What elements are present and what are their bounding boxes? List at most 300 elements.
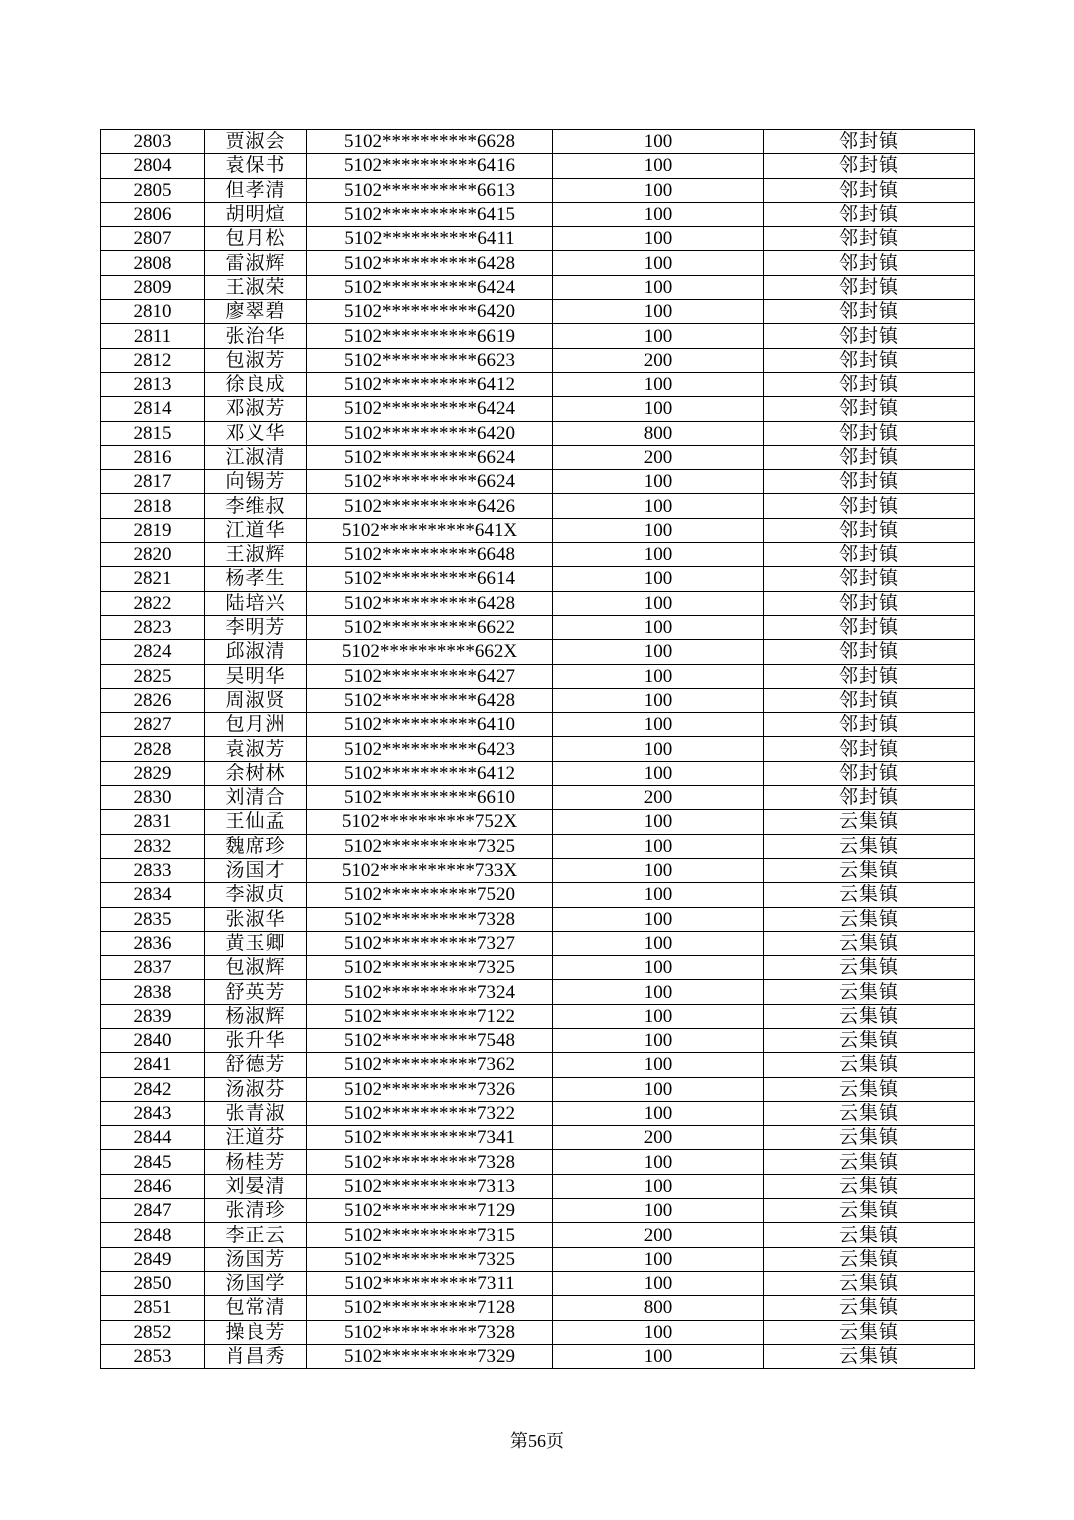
table-row: [101, 1101, 975, 1125]
amount-cell: 100: [553, 227, 764, 251]
id-number-cell: 5102**********6428: [307, 688, 553, 712]
serial-number-cell: 2833: [101, 858, 205, 882]
town-cell: 邻封镇: [764, 713, 975, 737]
name-cell: 王淑荣: [205, 275, 307, 299]
id-number-cell: 5102**********752X: [307, 810, 553, 834]
name-cell: 徐良成: [205, 372, 307, 396]
name-cell: 汤国学: [205, 1271, 307, 1295]
id-number-cell: 5102**********7328: [307, 907, 553, 931]
id-number-cell: 5102**********7520: [307, 883, 553, 907]
table-row: [101, 737, 975, 761]
serial-number-cell: 2832: [101, 834, 205, 858]
name-cell: 舒德芳: [205, 1053, 307, 1077]
amount-cell: 100: [553, 202, 764, 226]
name-cell: 汤淑芬: [205, 1077, 307, 1101]
town-cell: 云集镇: [764, 1271, 975, 1295]
name-cell: 邓义华: [205, 421, 307, 445]
town-cell: 邻封镇: [764, 591, 975, 615]
id-number-cell: 5102**********7315: [307, 1223, 553, 1247]
table-row: [101, 300, 975, 324]
name-cell: 胡明煊: [205, 202, 307, 226]
amount-cell: 100: [553, 275, 764, 299]
town-cell: 邻封镇: [764, 324, 975, 348]
amount-cell: 100: [553, 567, 764, 591]
town-cell: 邻封镇: [764, 518, 975, 542]
name-cell: 邱淑清: [205, 640, 307, 664]
town-cell: 云集镇: [764, 1126, 975, 1150]
id-number-cell: 5102**********6427: [307, 664, 553, 688]
serial-number-cell: 2846: [101, 1174, 205, 1198]
amount-cell: 100: [553, 688, 764, 712]
name-cell: 张清珍: [205, 1199, 307, 1223]
amount-cell: 100: [553, 324, 764, 348]
id-number-cell: 5102**********6411: [307, 227, 553, 251]
amount-cell: 100: [553, 956, 764, 980]
id-number-cell: 5102**********6624: [307, 470, 553, 494]
town-cell: 云集镇: [764, 1320, 975, 1344]
amount-cell: 100: [553, 640, 764, 664]
serial-number-cell: 2822: [101, 591, 205, 615]
table-row: [101, 786, 975, 810]
table-row: [101, 761, 975, 785]
serial-number-cell: 2839: [101, 1004, 205, 1028]
amount-cell: 100: [553, 1101, 764, 1125]
id-number-cell: 5102**********6628: [307, 130, 553, 154]
id-number-cell: 5102**********6423: [307, 737, 553, 761]
id-number-cell: 5102**********6424: [307, 275, 553, 299]
town-cell: 云集镇: [764, 1077, 975, 1101]
table-row: [101, 1126, 975, 1150]
serial-number-cell: 2848: [101, 1223, 205, 1247]
amount-cell: 100: [553, 664, 764, 688]
amount-cell: 100: [553, 1271, 764, 1295]
name-cell: 李淑贞: [205, 883, 307, 907]
town-cell: 邻封镇: [764, 251, 975, 275]
town-cell: 邻封镇: [764, 421, 975, 445]
id-number-cell: 5102**********7122: [307, 1004, 553, 1028]
town-cell: 邻封镇: [764, 275, 975, 299]
town-cell: 邻封镇: [764, 786, 975, 810]
id-number-cell: 5102**********6614: [307, 567, 553, 591]
amount-cell: 100: [553, 1344, 764, 1368]
table-row: [101, 1320, 975, 1344]
town-cell: 邻封镇: [764, 640, 975, 664]
town-cell: 云集镇: [764, 1199, 975, 1223]
id-number-cell: 5102**********6412: [307, 761, 553, 785]
name-cell: 向锡芳: [205, 470, 307, 494]
id-number-cell: 5102**********7129: [307, 1199, 553, 1223]
id-number-cell: 5102**********662X: [307, 640, 553, 664]
name-cell: 汪道芬: [205, 1126, 307, 1150]
serial-number-cell: 2834: [101, 883, 205, 907]
id-number-cell: 5102**********641X: [307, 518, 553, 542]
town-cell: 邻封镇: [764, 494, 975, 518]
serial-number-cell: 2826: [101, 688, 205, 712]
amount-cell: 200: [553, 445, 764, 469]
town-cell: 邻封镇: [764, 664, 975, 688]
id-number-cell: 5102**********7362: [307, 1053, 553, 1077]
name-cell: 汤国芳: [205, 1247, 307, 1271]
amount-cell: 100: [553, 1174, 764, 1198]
id-number-cell: 5102**********6624: [307, 445, 553, 469]
serial-number-cell: 2821: [101, 567, 205, 591]
town-cell: 邻封镇: [764, 130, 975, 154]
town-cell: 云集镇: [764, 883, 975, 907]
table-row: [101, 154, 975, 178]
town-cell: 邻封镇: [764, 543, 975, 567]
town-cell: 云集镇: [764, 834, 975, 858]
amount-cell: 100: [553, 494, 764, 518]
town-cell: 云集镇: [764, 1101, 975, 1125]
table-row: [101, 1344, 975, 1368]
id-number-cell: 5102**********6428: [307, 251, 553, 275]
id-number-cell: 5102**********6622: [307, 615, 553, 639]
table-row: [101, 1053, 975, 1077]
amount-cell: 100: [553, 1247, 764, 1271]
name-cell: 刘晏清: [205, 1174, 307, 1198]
serial-number-cell: 2810: [101, 300, 205, 324]
serial-number-cell: 2805: [101, 178, 205, 202]
town-cell: 邻封镇: [764, 202, 975, 226]
table-row: [101, 178, 975, 202]
town-cell: 邻封镇: [764, 688, 975, 712]
name-cell: 黄玉卿: [205, 931, 307, 955]
table-row: [101, 567, 975, 591]
serial-number-cell: 2804: [101, 154, 205, 178]
name-cell: 余树林: [205, 761, 307, 785]
serial-number-cell: 2837: [101, 956, 205, 980]
table-row: [101, 348, 975, 372]
id-number-cell: 5102**********6610: [307, 786, 553, 810]
table-row: [101, 907, 975, 931]
name-cell: 李正云: [205, 1223, 307, 1247]
amount-cell: 100: [553, 810, 764, 834]
id-number-cell: 5102**********7324: [307, 980, 553, 1004]
table-row: [101, 372, 975, 396]
id-number-cell: 5102**********7325: [307, 956, 553, 980]
subsidy-table: [100, 129, 975, 1369]
amount-cell: 800: [553, 1296, 764, 1320]
serial-number-cell: 2836: [101, 931, 205, 955]
amount-cell: 100: [553, 931, 764, 955]
name-cell: 陆培兴: [205, 591, 307, 615]
serial-number-cell: 2808: [101, 251, 205, 275]
name-cell: 杨淑辉: [205, 1004, 307, 1028]
id-number-cell: 5102**********7341: [307, 1126, 553, 1150]
name-cell: 邓淑芳: [205, 397, 307, 421]
amount-cell: 100: [553, 154, 764, 178]
serial-number-cell: 2815: [101, 421, 205, 445]
table-row: [101, 518, 975, 542]
table-row: [101, 324, 975, 348]
serial-number-cell: 2809: [101, 275, 205, 299]
id-number-cell: 5102**********7328: [307, 1150, 553, 1174]
town-cell: 邻封镇: [764, 567, 975, 591]
table-row: [101, 858, 975, 882]
table-row: [101, 494, 975, 518]
table-row: [101, 688, 975, 712]
town-cell: 邻封镇: [764, 470, 975, 494]
name-cell: 雷淑辉: [205, 251, 307, 275]
town-cell: 云集镇: [764, 956, 975, 980]
amount-cell: 100: [553, 713, 764, 737]
id-number-cell: 5102**********7548: [307, 1028, 553, 1052]
town-cell: 邻封镇: [764, 761, 975, 785]
table-row: [101, 445, 975, 469]
town-cell: 邻封镇: [764, 300, 975, 324]
name-cell: 包月松: [205, 227, 307, 251]
town-cell: 云集镇: [764, 931, 975, 955]
amount-cell: 100: [553, 883, 764, 907]
amount-cell: 100: [553, 858, 764, 882]
amount-cell: 100: [553, 907, 764, 931]
table-row: [101, 1004, 975, 1028]
amount-cell: 100: [553, 372, 764, 396]
town-cell: 云集镇: [764, 980, 975, 1004]
table-row: [101, 883, 975, 907]
id-number-cell: 5102**********7313: [307, 1174, 553, 1198]
serial-number-cell: 2828: [101, 737, 205, 761]
id-number-cell: 5102**********7325: [307, 1247, 553, 1271]
amount-cell: 200: [553, 1223, 764, 1247]
id-number-cell: 5102**********6416: [307, 154, 553, 178]
name-cell: 但孝清: [205, 178, 307, 202]
table-row: [101, 1199, 975, 1223]
table-row: [101, 470, 975, 494]
id-number-cell: 5102**********6415: [307, 202, 553, 226]
serial-number-cell: 2817: [101, 470, 205, 494]
table-body: [101, 130, 975, 1369]
amount-cell: 100: [553, 980, 764, 1004]
id-number-cell: 5102**********7128: [307, 1296, 553, 1320]
name-cell: 刘清合: [205, 786, 307, 810]
subsidy-table-container: [100, 129, 974, 1369]
town-cell: 邻封镇: [764, 227, 975, 251]
table-row: [101, 251, 975, 275]
amount-cell: 100: [553, 130, 764, 154]
amount-cell: 100: [553, 543, 764, 567]
amount-cell: 100: [553, 1077, 764, 1101]
table-row: [101, 543, 975, 567]
name-cell: 周淑贤: [205, 688, 307, 712]
serial-number-cell: 2812: [101, 348, 205, 372]
table-row: [101, 1271, 975, 1295]
table-row: [101, 1077, 975, 1101]
id-number-cell: 5102**********7327: [307, 931, 553, 955]
id-number-cell: 5102**********6613: [307, 178, 553, 202]
id-number-cell: 5102**********6412: [307, 372, 553, 396]
id-number-cell: 5102**********7311: [307, 1271, 553, 1295]
town-cell: 云集镇: [764, 1174, 975, 1198]
table-row: [101, 1174, 975, 1198]
town-cell: 邻封镇: [764, 397, 975, 421]
page-number: 第56页: [510, 1431, 564, 1451]
serial-number-cell: 2825: [101, 664, 205, 688]
town-cell: 云集镇: [764, 1296, 975, 1320]
town-cell: 邻封镇: [764, 154, 975, 178]
name-cell: 王仙孟: [205, 810, 307, 834]
name-cell: 包常清: [205, 1296, 307, 1320]
id-number-cell: 5102**********6424: [307, 397, 553, 421]
table-row: [101, 1247, 975, 1271]
name-cell: 李明芳: [205, 615, 307, 639]
id-number-cell: 5102**********7325: [307, 834, 553, 858]
amount-cell: 100: [553, 1150, 764, 1174]
name-cell: 贾淑会: [205, 130, 307, 154]
name-cell: 操良芳: [205, 1320, 307, 1344]
serial-number-cell: 2814: [101, 397, 205, 421]
town-cell: 邻封镇: [764, 445, 975, 469]
table-row: [101, 1150, 975, 1174]
table-row: [101, 980, 975, 1004]
name-cell: 肖昌秀: [205, 1344, 307, 1368]
name-cell: 杨孝生: [205, 567, 307, 591]
serial-number-cell: 2827: [101, 713, 205, 737]
id-number-cell: 5102**********6420: [307, 421, 553, 445]
table-row: [101, 1028, 975, 1052]
id-number-cell: 5102**********7322: [307, 1101, 553, 1125]
town-cell: 云集镇: [764, 1247, 975, 1271]
town-cell: 云集镇: [764, 810, 975, 834]
serial-number-cell: 2820: [101, 543, 205, 567]
amount-cell: 100: [553, 397, 764, 421]
name-cell: 杨桂芳: [205, 1150, 307, 1174]
amount-cell: 100: [553, 518, 764, 542]
serial-number-cell: 2829: [101, 761, 205, 785]
id-number-cell: 5102**********6648: [307, 543, 553, 567]
town-cell: 云集镇: [764, 1053, 975, 1077]
town-cell: 云集镇: [764, 1004, 975, 1028]
serial-number-cell: 2849: [101, 1247, 205, 1271]
town-cell: 云集镇: [764, 1344, 975, 1368]
name-cell: 张治华: [205, 324, 307, 348]
id-number-cell: 5102**********7328: [307, 1320, 553, 1344]
id-number-cell: 5102**********7329: [307, 1344, 553, 1368]
town-cell: 邻封镇: [764, 178, 975, 202]
name-cell: 张升华: [205, 1028, 307, 1052]
table-row: [101, 421, 975, 445]
id-number-cell: 5102**********6428: [307, 591, 553, 615]
town-cell: 云集镇: [764, 1150, 975, 1174]
amount-cell: 800: [553, 421, 764, 445]
serial-number-cell: 2841: [101, 1053, 205, 1077]
serial-number-cell: 2830: [101, 786, 205, 810]
serial-number-cell: 2824: [101, 640, 205, 664]
town-cell: 邻封镇: [764, 372, 975, 396]
amount-cell: 100: [553, 1320, 764, 1344]
serial-number-cell: 2850: [101, 1271, 205, 1295]
table-row: [101, 1223, 975, 1247]
table-row: [101, 227, 975, 251]
amount-cell: 100: [553, 615, 764, 639]
name-cell: 包淑芳: [205, 348, 307, 372]
name-cell: 王淑辉: [205, 543, 307, 567]
name-cell: 吴明华: [205, 664, 307, 688]
name-cell: 舒英芳: [205, 980, 307, 1004]
serial-number-cell: 2807: [101, 227, 205, 251]
table-row: [101, 591, 975, 615]
table-row: [101, 931, 975, 955]
id-number-cell: 5102**********6410: [307, 713, 553, 737]
amount-cell: 100: [553, 834, 764, 858]
amount-cell: 200: [553, 1126, 764, 1150]
serial-number-cell: 2844: [101, 1126, 205, 1150]
table-row: [101, 275, 975, 299]
name-cell: 李维叔: [205, 494, 307, 518]
serial-number-cell: 2823: [101, 615, 205, 639]
serial-number-cell: 2851: [101, 1296, 205, 1320]
amount-cell: 100: [553, 737, 764, 761]
amount-cell: 100: [553, 300, 764, 324]
id-number-cell: 5102**********6623: [307, 348, 553, 372]
serial-number-cell: 2853: [101, 1344, 205, 1368]
name-cell: 张青淑: [205, 1101, 307, 1125]
table-row: [101, 664, 975, 688]
amount-cell: 200: [553, 786, 764, 810]
table-row: [101, 130, 975, 154]
id-number-cell: 5102**********6420: [307, 300, 553, 324]
serial-number-cell: 2838: [101, 980, 205, 1004]
id-number-cell: 5102**********733X: [307, 858, 553, 882]
serial-number-cell: 2813: [101, 372, 205, 396]
table-row: [101, 397, 975, 421]
table-row: [101, 202, 975, 226]
amount-cell: 100: [553, 1028, 764, 1052]
town-cell: 云集镇: [764, 1223, 975, 1247]
serial-number-cell: 2806: [101, 202, 205, 226]
name-cell: 包月洲: [205, 713, 307, 737]
serial-number-cell: 2831: [101, 810, 205, 834]
name-cell: 魏席珍: [205, 834, 307, 858]
name-cell: 廖翠碧: [205, 300, 307, 324]
amount-cell: 100: [553, 178, 764, 202]
amount-cell: 100: [553, 1004, 764, 1028]
name-cell: 包淑辉: [205, 956, 307, 980]
serial-number-cell: 2843: [101, 1101, 205, 1125]
serial-number-cell: 2842: [101, 1077, 205, 1101]
serial-number-cell: 2840: [101, 1028, 205, 1052]
table-row: [101, 834, 975, 858]
amount-cell: 100: [553, 591, 764, 615]
town-cell: 云集镇: [764, 1028, 975, 1052]
amount-cell: 100: [553, 1053, 764, 1077]
town-cell: 云集镇: [764, 858, 975, 882]
town-cell: 云集镇: [764, 907, 975, 931]
id-number-cell: 5102**********6619: [307, 324, 553, 348]
name-cell: 张淑华: [205, 907, 307, 931]
id-number-cell: 5102**********7326: [307, 1077, 553, 1101]
name-cell: 江道华: [205, 518, 307, 542]
serial-number-cell: 2803: [101, 130, 205, 154]
serial-number-cell: 2835: [101, 907, 205, 931]
amount-cell: 100: [553, 251, 764, 275]
serial-number-cell: 2819: [101, 518, 205, 542]
amount-cell: 200: [553, 348, 764, 372]
serial-number-cell: 2816: [101, 445, 205, 469]
amount-cell: 100: [553, 761, 764, 785]
name-cell: 袁淑芳: [205, 737, 307, 761]
amount-cell: 100: [553, 470, 764, 494]
id-number-cell: 5102**********6426: [307, 494, 553, 518]
town-cell: 邻封镇: [764, 348, 975, 372]
table-row: [101, 615, 975, 639]
table-row: [101, 810, 975, 834]
table-row: [101, 713, 975, 737]
serial-number-cell: 2852: [101, 1320, 205, 1344]
town-cell: 邻封镇: [764, 737, 975, 761]
serial-number-cell: 2818: [101, 494, 205, 518]
serial-number-cell: 2811: [101, 324, 205, 348]
